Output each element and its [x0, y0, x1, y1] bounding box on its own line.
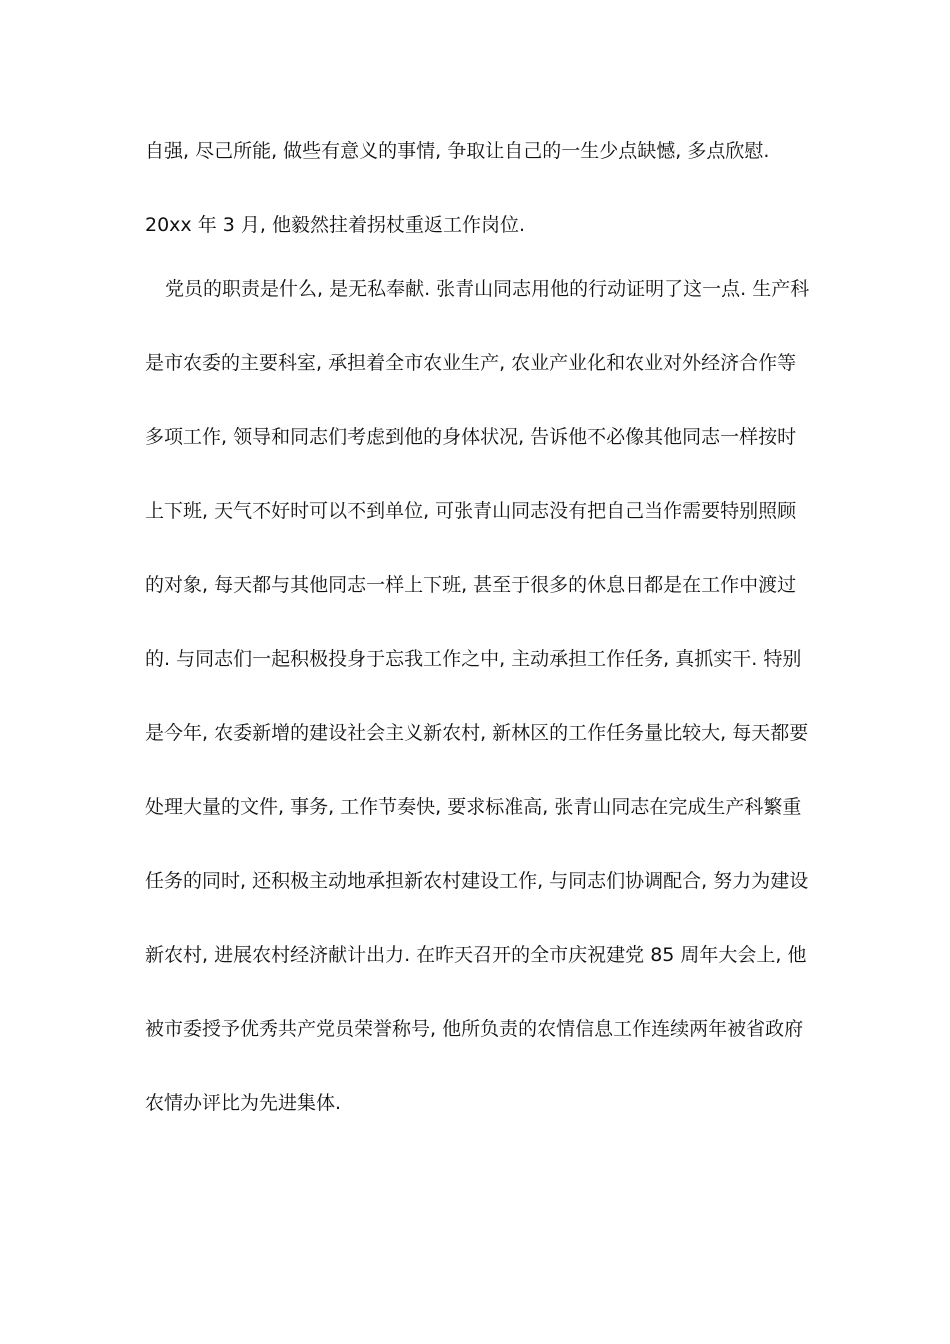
text-line-11: 任务的同时, 还积极主动地承担新农村建设工作, 与同志们协调配合, 努力为建设 [145, 870, 809, 892]
paragraph-start-line: 党员的职责是什么, 是无私奉献. 张青山同志用他的行动证明了这一点. 生产科 [165, 278, 810, 300]
text-line-10: 处理大量的文件, 事务, 工作节奏快, 要求标准高, 张青山同志在完成生产科繁重 [145, 796, 802, 818]
text-line-6: 上下班, 天气不好时可以不到单位, 可张青山同志没有把自己当作需要特别照顾 [145, 500, 797, 522]
text-line-8: 的. 与同志们一起积极投身于忘我工作之中, 主动承担工作任务, 真抓实干. 特别 [145, 648, 802, 670]
text-line-7: 的对象, 每天都与其他同志一样上下班, 甚至于很多的休息日都是在工作中渡过 [145, 574, 797, 596]
text-line-14: 农情办评比为先进集体. [145, 1092, 342, 1114]
text-line-2: 20xx 年 3 月, 他毅然拄着拐杖重返工作岗位. [145, 214, 525, 236]
text-line-9: 是今年, 农委新增的建设社会主义新农村, 新林区的工作任务量比较大, 每天都要 [145, 722, 809, 744]
text-line-1: 自强, 尽己所能, 做些有意义的事情, 争取让自己的一生少点缺憾, 多点欣慰. [145, 140, 770, 162]
text-line-13: 被市委授予优秀共产党员荣誉称号, 他所负责的农情信息工作连续两年被省政府 [145, 1018, 804, 1040]
text-line-12: 新农村, 进展农村经济献计出力. 在昨天召开的全市庆祝建党 85 周年大会上, 他 [145, 944, 807, 966]
text-line-5: 多项工作, 领导和同志们考虑到他的身体状况, 告诉他不必像其他同志一样按时 [145, 426, 797, 448]
text-line-4: 是市农委的主要科室, 承担着全市农业生产, 农业产业化和农业对外经济合作等 [145, 352, 797, 374]
